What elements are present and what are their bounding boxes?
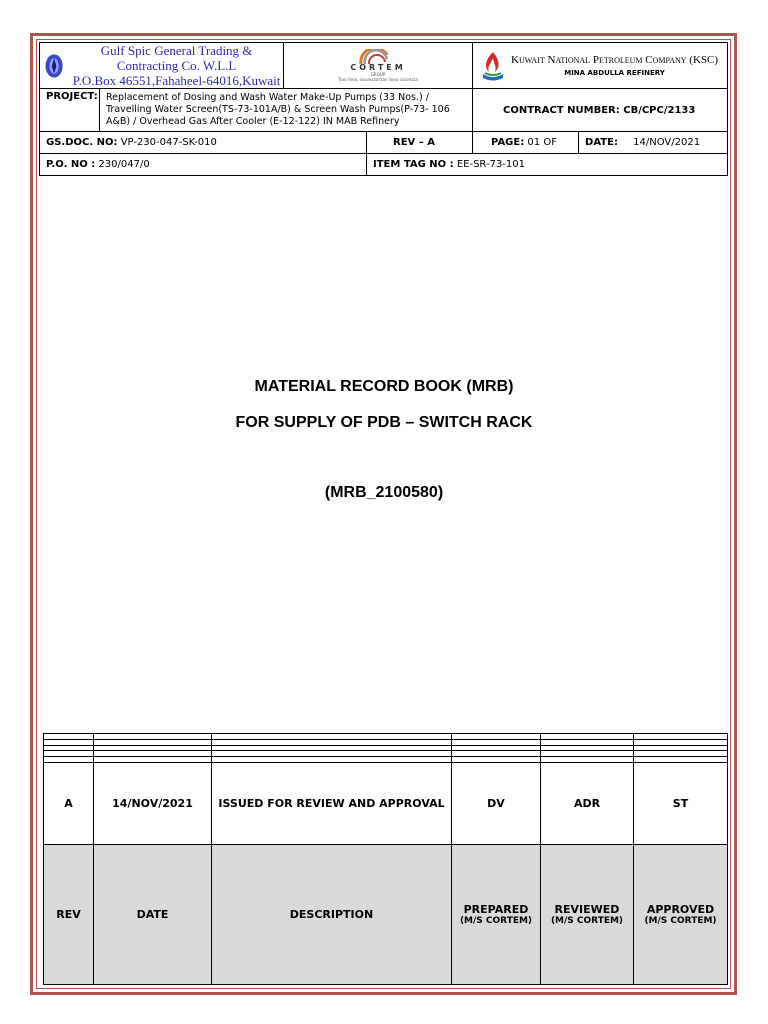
knpc-name: Kuwait National Petroleum Company (KSC) xyxy=(511,54,719,66)
header-prepared-cell xyxy=(452,844,541,984)
entry-prepared: DV xyxy=(452,763,541,845)
date-label: DATE: xyxy=(585,137,618,148)
item-tag-value: EE-SR-73-101 xyxy=(456,159,526,170)
cortem-tagline: Tras linea, sicurezza tras linea sicurezza xyxy=(338,77,418,82)
title-line-1: MATERIAL RECORD BOOK (MRB) xyxy=(254,378,514,395)
header-reviewed: REVIEWED xyxy=(554,902,620,916)
page-number-cell xyxy=(473,132,579,154)
gulf-spic-logo-icon xyxy=(44,49,64,83)
header-reviewed-by: (M/S CORTEM) xyxy=(550,915,624,926)
header-prepared: PREPARED xyxy=(463,902,529,916)
header-rev: REV xyxy=(44,844,94,984)
doc-number-value: VP-230-047-SK-010 xyxy=(120,137,217,148)
mrb-number: (MRB_2100580) xyxy=(324,484,444,501)
page-value: 01 OF xyxy=(527,137,557,148)
revision-table xyxy=(43,733,728,985)
document-header xyxy=(39,42,728,176)
header-description: DESCRIPTION xyxy=(212,844,452,984)
contract-value: CB/CPC/2133 xyxy=(623,104,696,116)
cortem-name: CORTEM xyxy=(350,63,406,72)
knpc-refinery: MINA ABDULLA REFINERY xyxy=(564,69,665,77)
gulf-spic-address: P.O.Box 46551,Fahaheel-64016,Kuwait xyxy=(72,73,281,88)
header-approved-by: (M/S CORTEM) xyxy=(644,915,717,926)
entry-approved: ST xyxy=(634,763,728,845)
revision-label: REV – A xyxy=(367,132,473,154)
item-tag-label: ITEM TAG NO : xyxy=(373,159,454,170)
gulf-spic-name: Gulf Spic General Trading & Contracting Co. W.L.L xyxy=(100,43,253,73)
contract-number-cell xyxy=(473,89,728,132)
date-cell xyxy=(579,132,728,154)
entry-date: 14/NOV/2021 xyxy=(94,763,212,845)
knpc-flame-icon xyxy=(481,50,505,82)
date-value: 14/NOV/2021 xyxy=(633,137,701,148)
header-approved-cell xyxy=(634,844,728,984)
cortem-logo-cell xyxy=(284,43,473,89)
knpc-logo-cell xyxy=(473,43,728,89)
entry-rev: A xyxy=(44,763,94,845)
project-description: Replacement of Dosing and Wash Water Make-Up Pumps (33 Nos.) / Travelling Water Screen(TS-73-101A/B) & Screen Wash Pumps(P-73- 106 A&B) / Overhead Gas After Cooler (E-12-122) IN MAB Refinery xyxy=(106,92,450,127)
item-tag-cell xyxy=(367,154,728,176)
revision-entry-row xyxy=(44,763,728,845)
po-number-cell xyxy=(40,154,367,176)
page-label: PAGE: xyxy=(491,137,525,148)
cortem-group: GROUP xyxy=(370,72,386,77)
doc-number-cell xyxy=(40,132,367,154)
title-line-2: FOR SUPPLY OF PDB – SWITCH RACK xyxy=(235,414,533,431)
header-prepared-by: (M/S CORTEM) xyxy=(459,915,533,926)
header-date: DATE xyxy=(94,844,212,984)
entry-description: ISSUED FOR REVIEW AND APPROVAL xyxy=(212,763,452,845)
po-value: 230/047/0 xyxy=(98,159,150,170)
project-description-cell xyxy=(100,89,473,132)
project-label: PROJECT: xyxy=(40,89,100,132)
header-approved: APPROVED xyxy=(646,902,715,916)
po-label: P.O. NO : xyxy=(46,159,96,170)
header-reviewed-cell xyxy=(541,844,634,984)
entry-reviewed: ADR xyxy=(541,763,634,845)
doc-number-label: GS.DOC. NO: xyxy=(46,137,118,148)
gulf-spic-logo-cell xyxy=(40,43,284,89)
revision-header-row xyxy=(44,844,728,984)
contract-label: CONTRACT NUMBER: xyxy=(503,104,620,116)
